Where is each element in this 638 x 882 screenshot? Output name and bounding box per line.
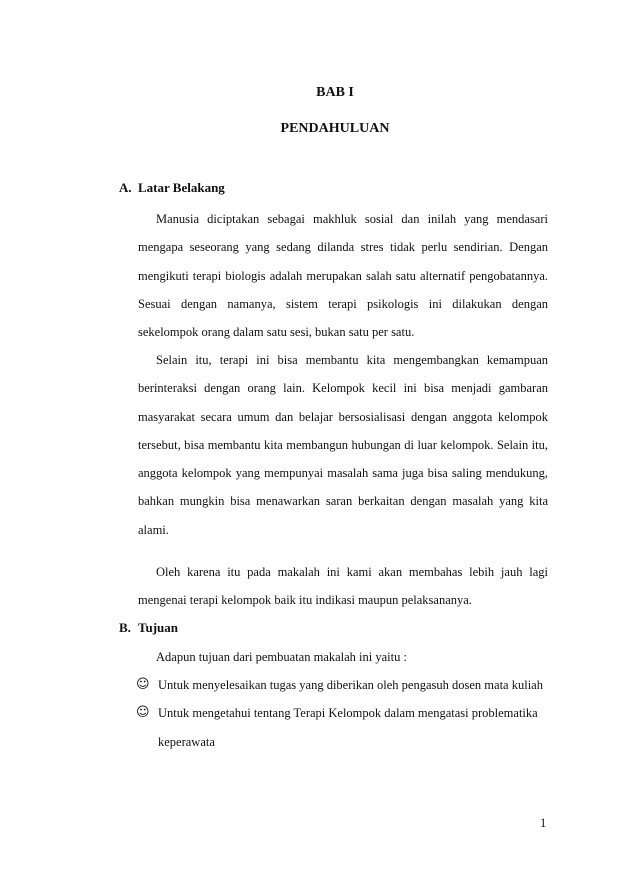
list-item-text: Untuk mengetahui tentang Terapi Kelompok dalam mengatasi problematika keperawata [158,706,538,749]
list-item [136,699,550,756]
section-a-title: Latar Belakang [138,180,225,195]
list-item-text: Untuk menyelesaikan tugas yang diberikan oleh pengasuh dosen mata kuliah [158,678,543,692]
section-a-paragraph-1 [138,205,548,346]
smiley-bullet-icon: ☺ [136,705,150,721]
section-b-letter: B. [119,620,131,635]
section-a-paragraph-3 [138,558,548,615]
goals-list [136,671,550,756]
chapter-title: PENDAHULUAN [280,121,390,136]
section-a-letter: A. [119,180,132,195]
smiley-bullet-icon: ☺ [136,677,150,692]
page-number: 1 [540,816,547,830]
list-item [136,671,550,699]
paragraph-text: Manusia diciptakan sebagai makhluk sosial dan inilah yang mendasari mengapa seseorang yang sedang dilanda stres tidak perlu sendirian. Dengan mengikuti terapi biologis adalah merupakan salah satu alternatif pengobatannya. Sesuai dengan namanya, sistem terapi psikologis ini dilakukan dengan sekelompok orang dalam satu sesi, bukan satu per satu. [138,212,548,340]
section-a-paragraph-2 [138,346,548,544]
paragraph-text: Adapun tujuan dari pembuatan makalah ini yaitu : [156,650,407,664]
section-a-heading [119,180,225,196]
section-b-heading [119,620,178,636]
chapter-heading: BAB I [316,85,354,100]
section-b-intro [138,643,548,671]
section-b-title: Tujuan [138,620,178,635]
paragraph-text: Oleh karena itu pada makalah ini kami akan membahas lebih jauh lagi mengenai terapi kelompok baik itu indikasi maupun pelaksananya. [138,565,548,608]
paragraph-text: Selain itu, terapi ini bisa membantu kita mengembangkan kemampuan berinteraksi dengan orang lain. Kelompok kecil ini bisa menjadi gambaran masyarakat secara umum dan belajar bersosialisasi dengan anggota kelompok tersebut, bisa membantu kita membangun hubungan di luar kelompok. Selain itu, anggota kelompok yang mempunyai masalah sama juga bisa saling mendukung, bahkan mungkin bisa menawarkan saran berkaitan dengan masalah yang kita alami. [138,353,548,537]
